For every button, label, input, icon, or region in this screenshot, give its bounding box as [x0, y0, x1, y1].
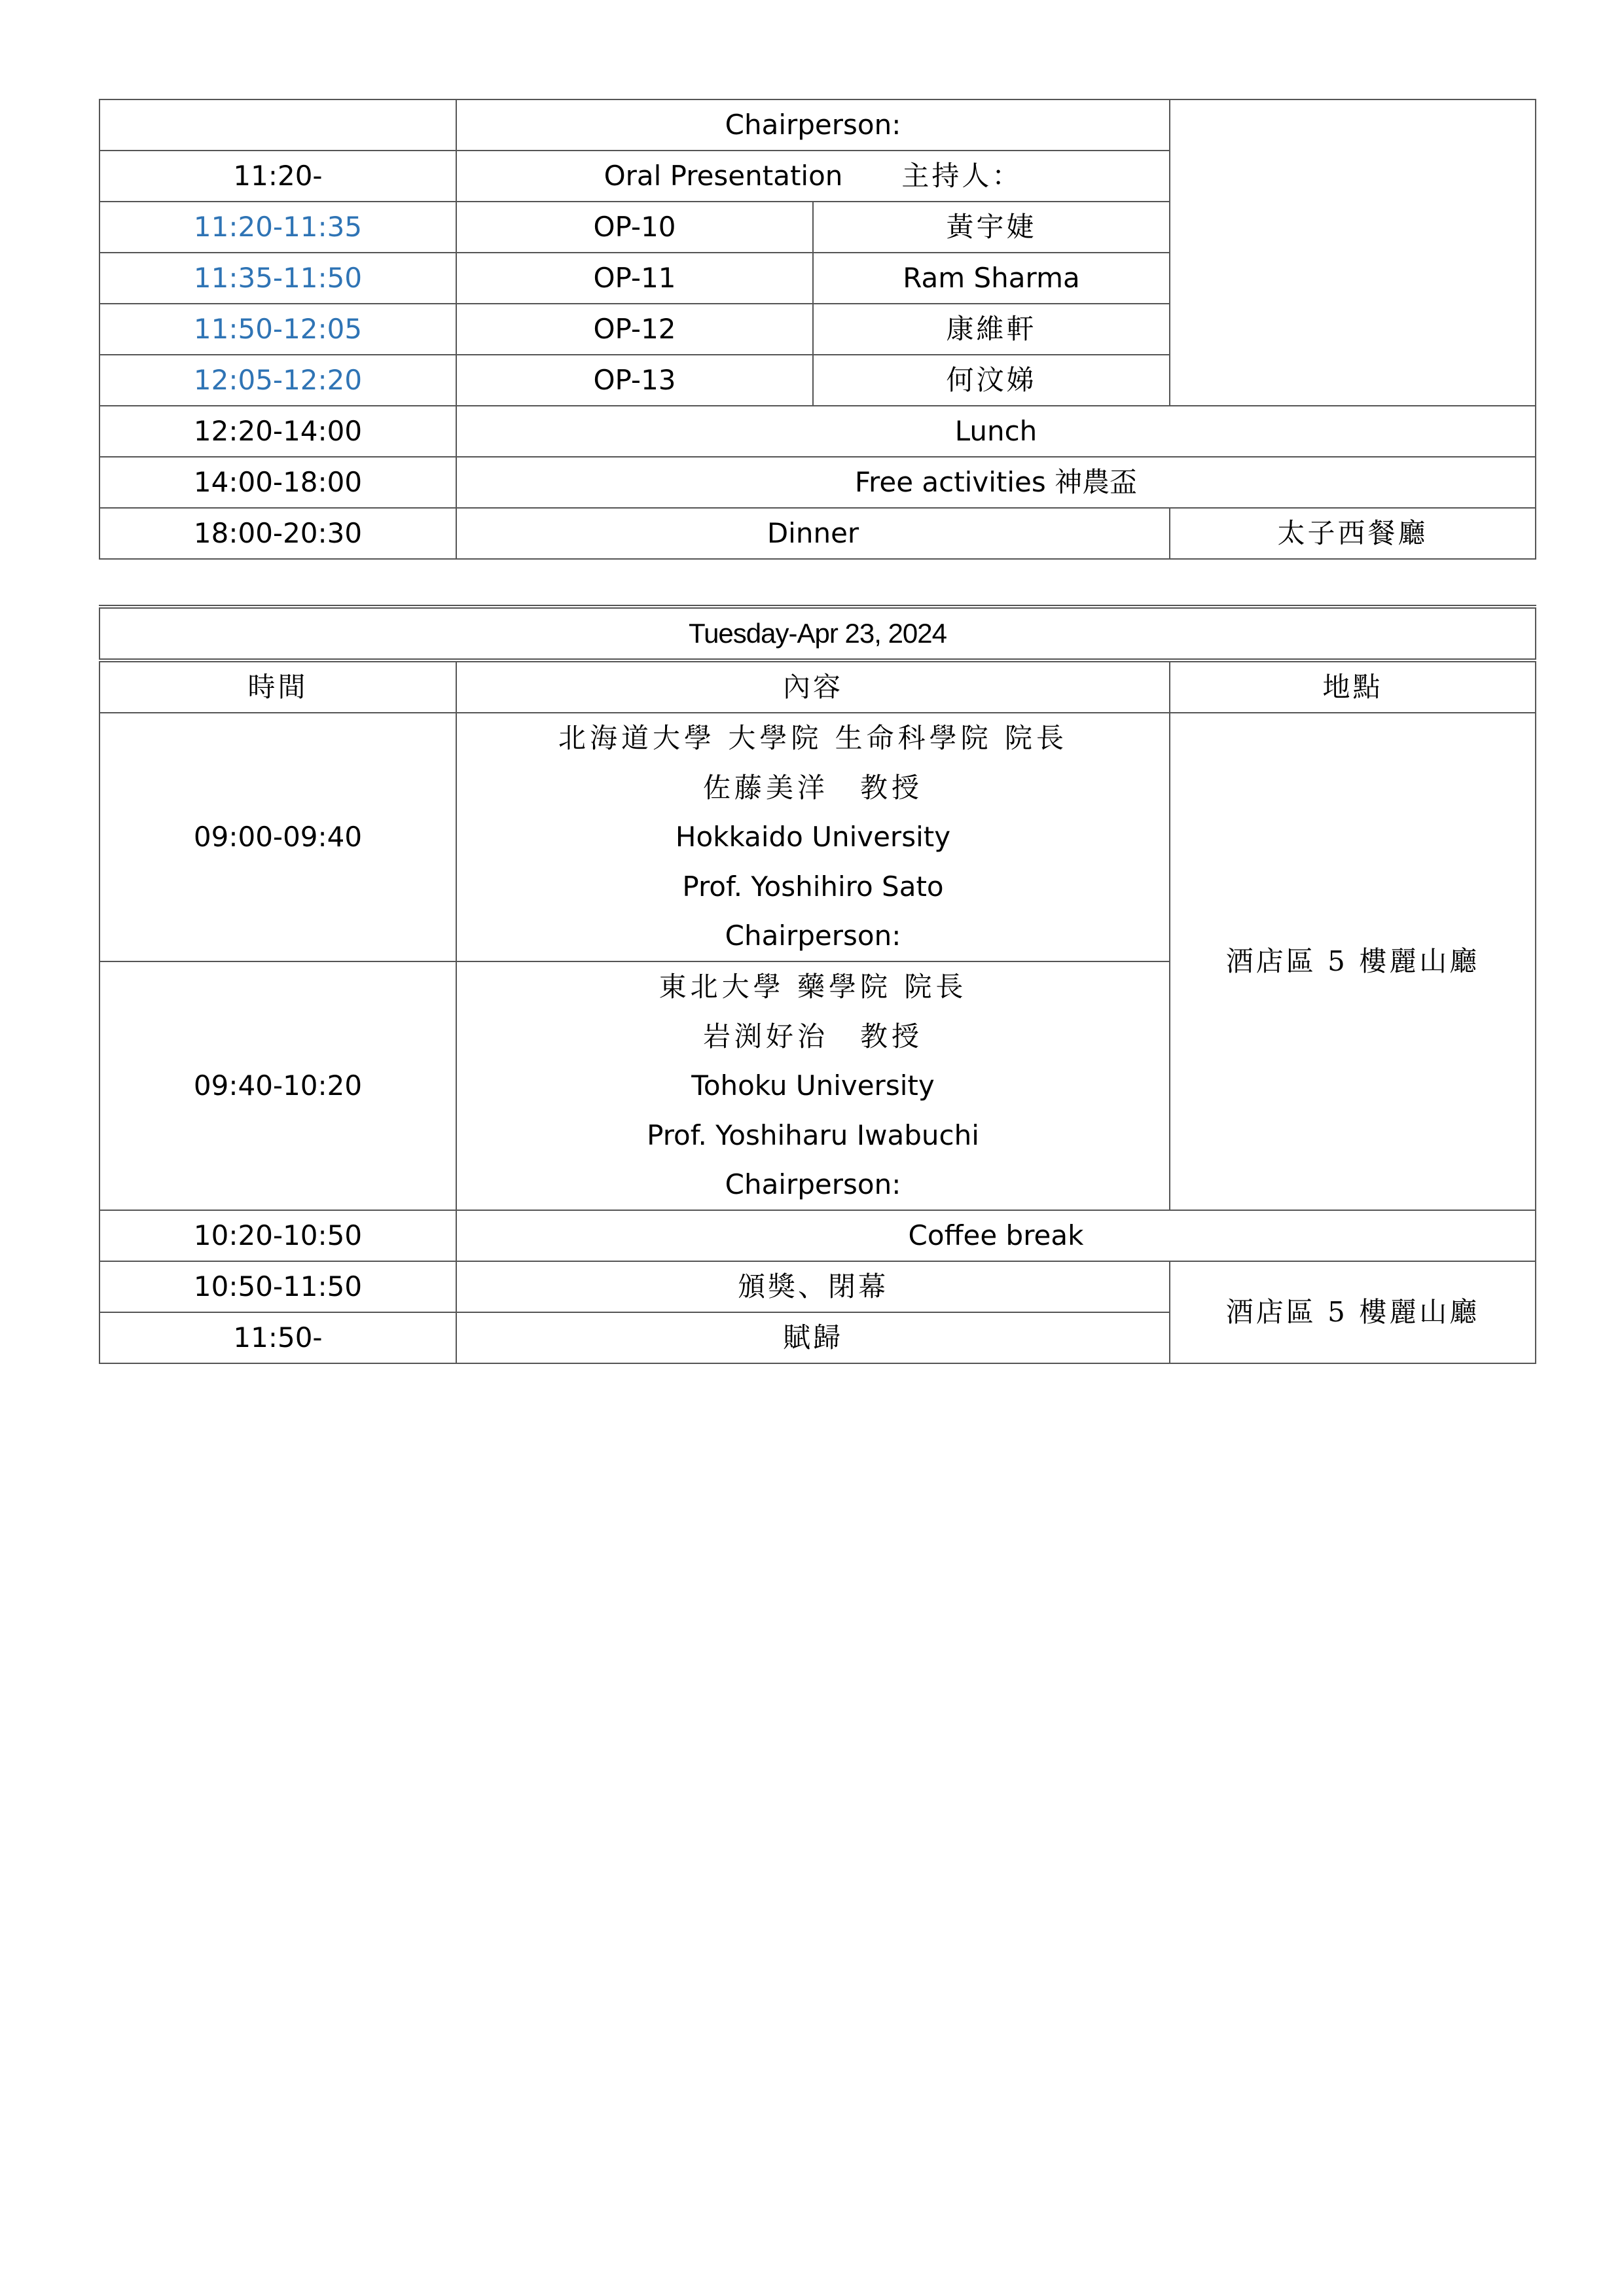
dinner-time: 18:00-20:30	[99, 508, 456, 559]
column-header-content: 內容	[456, 660, 1170, 713]
table-row	[99, 99, 1536, 151]
presentation-time: 12:05-12:20	[99, 355, 456, 406]
talk-affiliation-en: Hokkaido University	[675, 821, 951, 853]
closing-time: 11:50-	[99, 1312, 456, 1363]
talk-affiliation-zh: 北海道大學 大學院 生命科學院 院長	[558, 722, 1068, 754]
oral-time-cell: 11:20-	[99, 151, 456, 202]
presentation-time: 11:20-11:35	[99, 202, 456, 253]
presentation-time: 11:35-11:50	[99, 253, 456, 304]
column-header-location: 地點	[1170, 660, 1536, 713]
presentation-code: OP-12	[456, 304, 813, 355]
table-row	[99, 607, 1536, 660]
presentation-presenter: 何汶娣	[813, 355, 1170, 406]
lunch-time: 12:20-14:00	[99, 406, 456, 457]
presentation-code: OP-11	[456, 253, 813, 304]
coffee-break-label: Coffee break	[456, 1210, 1536, 1261]
chairperson-cell: Chairperson:	[456, 99, 1170, 151]
talk-speaker-zh: 佐藤美洋 教授	[702, 771, 923, 804]
monday-schedule-table	[99, 99, 1536, 560]
talk-speaker-zh: 岩渕好治 教授	[702, 1020, 923, 1052]
table-row	[99, 1210, 1536, 1261]
talk-affiliation-en: Tohoku University	[691, 1069, 935, 1102]
table-row	[99, 660, 1536, 713]
talk-chairperson: Chairperson:	[725, 1168, 901, 1201]
talks-location: 酒店區 5 樓麗山廳	[1170, 713, 1536, 1210]
dinner-label: Dinner	[456, 508, 1170, 559]
oral-presentation-title: Oral Presentation	[604, 160, 843, 192]
column-header-time: 時間	[99, 660, 456, 713]
talk-time: 09:40-10:20	[99, 961, 456, 1210]
talk-affiliation-zh: 東北大學 藥學院 院長	[659, 970, 967, 1003]
day-header: Tuesday-Apr 23, 2024	[99, 607, 1536, 660]
table-row	[99, 713, 1536, 961]
coffee-break-time: 10:20-10:50	[99, 1210, 456, 1261]
talk-chairperson: Chairperson:	[725, 920, 901, 952]
free-activities-label: Free activities 神農盃	[456, 457, 1536, 508]
oral-presentation-host: 主持人：	[901, 160, 1022, 192]
talk-speaker-en: Prof. Yoshihiro Sato	[682, 870, 944, 903]
table-row	[99, 508, 1536, 559]
tuesday-schedule-table	[99, 605, 1536, 1364]
time-cell-empty	[99, 99, 456, 151]
closing-label: 賦歸	[456, 1312, 1170, 1363]
location-cell-empty	[1170, 99, 1536, 406]
presentation-presenter: Ram Sharma	[813, 253, 1170, 304]
oral-presentation-cell	[456, 151, 1170, 202]
talk-time: 09:00-09:40	[99, 713, 456, 961]
table-row	[99, 1261, 1536, 1312]
table-row	[99, 406, 1536, 457]
presentation-time: 11:50-12:05	[99, 304, 456, 355]
dinner-place: 太子西餐廳	[1170, 508, 1536, 559]
closing-location: 酒店區 5 樓麗山廳	[1170, 1261, 1536, 1363]
closing-label: 頒獎、閉幕	[456, 1261, 1170, 1312]
talk-speaker-en: Prof. Yoshiharu Iwabuchi	[647, 1119, 979, 1151]
free-activities-time: 14:00-18:00	[99, 457, 456, 508]
talk-content	[456, 961, 1170, 1210]
closing-time: 10:50-11:50	[99, 1261, 456, 1312]
presentation-presenter: 康維軒	[813, 304, 1170, 355]
table-row	[99, 457, 1536, 508]
presentation-code: OP-10	[456, 202, 813, 253]
talk-content	[456, 713, 1170, 961]
presentation-code: OP-13	[456, 355, 813, 406]
lunch-label: Lunch	[456, 406, 1536, 457]
presentation-presenter: 黃宇婕	[813, 202, 1170, 253]
